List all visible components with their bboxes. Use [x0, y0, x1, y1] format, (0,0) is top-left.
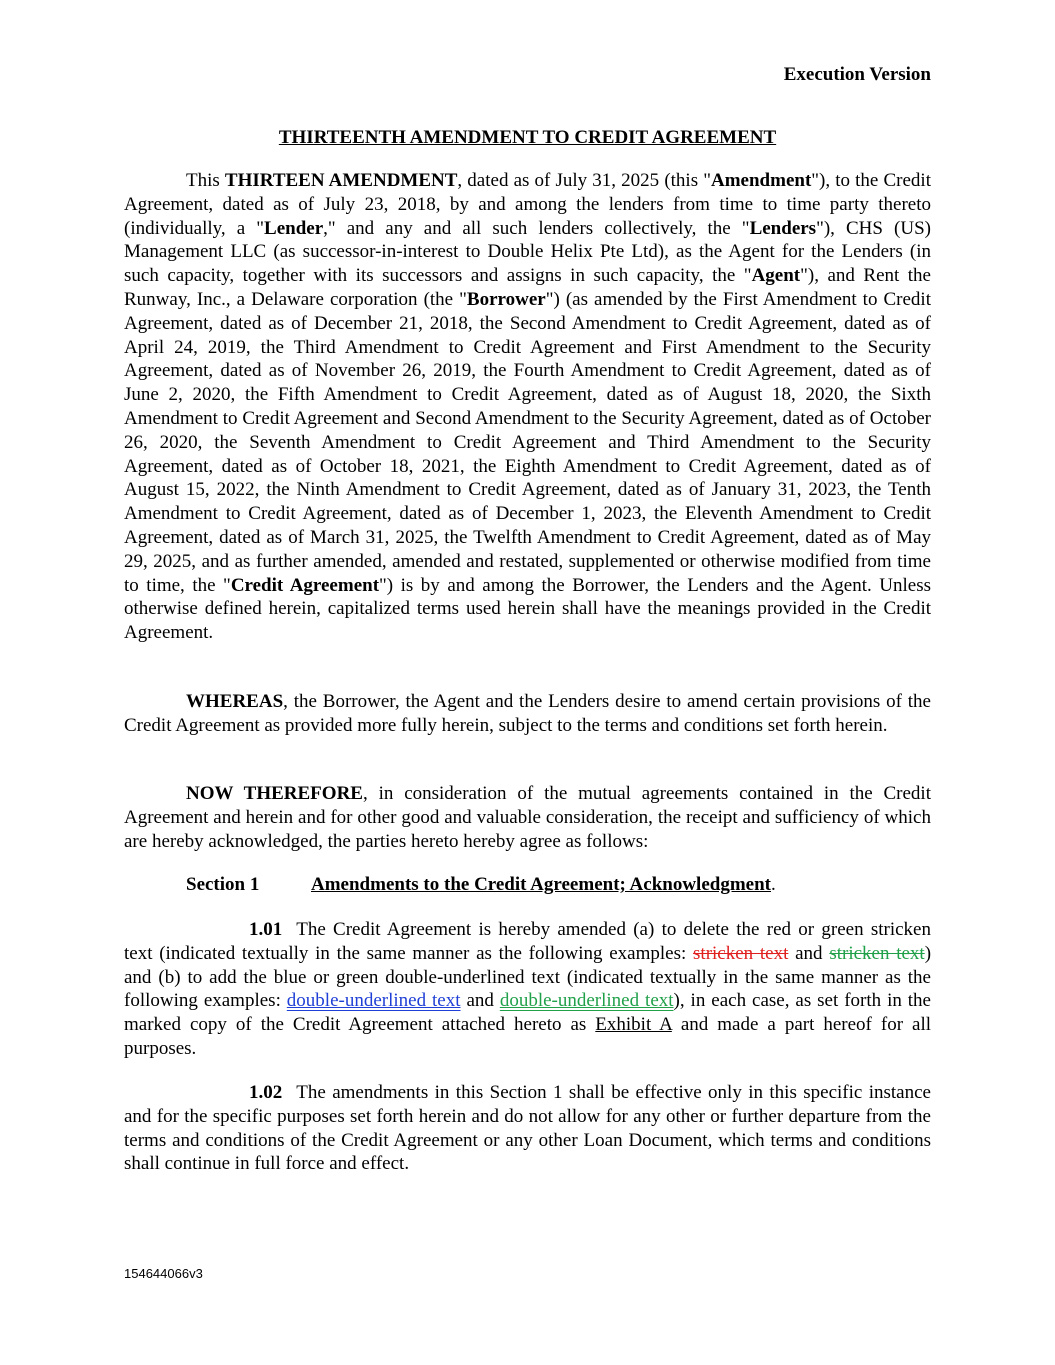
section-1-heading: Section 1 Amendments to the Credit Agreement; Acknowledgment.	[186, 874, 776, 895]
double-underlined-blue-example: double-underlined text	[286, 990, 461, 1012]
section-number: Section 1	[186, 874, 260, 895]
section-title: Amendments to the Credit Agreement; Acknowledgment	[311, 874, 771, 895]
document-title: THIRTEENTH AMENDMENT TO CREDIT AGREEMENT	[278, 127, 777, 148]
clause-1-02: 1.02 The amendments in this Section 1 shall be effective only in this specific instance and for the specific purposes set forth herein and do not allow for any other or further departure from the terms and conditions of the Credit Agreement or any other Loan Document, which terms and conditions shall continue in full force and effect.	[124, 1082, 931, 1175]
clause-number: 1.02	[249, 1082, 283, 1103]
clause-number: 1.01	[249, 919, 283, 940]
stricken-green-example: stricken text	[829, 942, 925, 964]
exhibit-a-reference: Exhibit A	[595, 1014, 672, 1036]
clause-1-01: 1.01 The Credit Agreement is hereby amended (a) to delete the red or green stricken text (indicated textually in the same manner as the following examples: stricken text and stricken text) and (b) to add the blue or green double-underlined text (indicated textually in the same manner as the following examples: double-underlined text and double-underlined text), in each case, as set forth in the marked copy of the Credit Agreement attached hereto as Exhibit A and made a part hereof for all purposes.	[124, 919, 932, 1059]
double-underlined-green-example: double-underlined text	[499, 990, 674, 1012]
whereas-paragraph: WHEREAS, the Borrower, the Agent and the Lenders desire to amend certain provisions of the Credit Agreement as provided more fully herein, subject to the terms and conditions set forth herein.	[124, 691, 931, 736]
now-therefore-paragraph: NOW THEREFORE, in consideration of the mutual agreements contained in the Credit Agreement and herein and for other good and valuable consideration, the receipt and sufficiency of which are hereby acknowledged, the parties hereto hereby agree as follows:	[124, 783, 931, 852]
execution-version-label: Execution Version	[783, 64, 931, 85]
stricken-red-example: stricken text	[693, 942, 789, 964]
footer-doc-id: 154644066v3	[124, 1266, 203, 1281]
preamble-paragraph: This THIRTEEN AMENDMENT, dated as of July 31, 2025 (this "Amendment"), to the Credit Agreement, dated as of July 23, 2018, by and among the lenders from time to time party thereto (individually, a "Lender," and any and all such lenders collectively, the "Lenders"), CHS (US) Management LLC (as successor-in-interest to Double Helix Pte Ltd), as the Agent for the Lenders (in such capacity, together with its successors and assigns in such capacity, the "Agent"), and Rent the Runway, Inc., a Delaware corporation (the "Borrower") (as amended by the First Amendment to Credit Agreement, dated as of December 21, 2018, the Second Amendment to Credit Agreement, dated as of April 24, 2019, the Third Amendment to Credit Agreement and First Amendment to the Security Agreement, dated as of November 26, 2019, the Fourth Amendment to Credit Agreement, dated as of June 2, 2020, the Fifth Amendment to Credit Agreement, dated as of August 18, 2020, the Sixth Amendment to Credit Agreement and Second Amendment to the Security Agreement, dated as of October 26, 2020, the Seventh Amendment to Credit Agreement and Third Amendment to the Security Agreement, dated as of October 18, 2021, the Eighth Amendment to Credit Agreement, dated as of August 15, 2022, the Ninth Amendment to Credit Agreement, dated as of January 31, 2023, the Tenth Amendment to Credit Agreement, dated as of December 1, 2023, the Eleventh Amendment to Credit Agreement, dated as of March 31, 2025, the Twelfth Amendment to Credit Agreement, dated as of May 29, 2025, and as further amended, amended and restated, supplemented or otherwise modified from time to time, the "Credit Agreement") is by and among the Borrower, the Lenders and the Agent. Unless otherwise defined herein, capitalized terms used herein shall have the meanings provided in the Credit Agreement.	[124, 170, 931, 644]
